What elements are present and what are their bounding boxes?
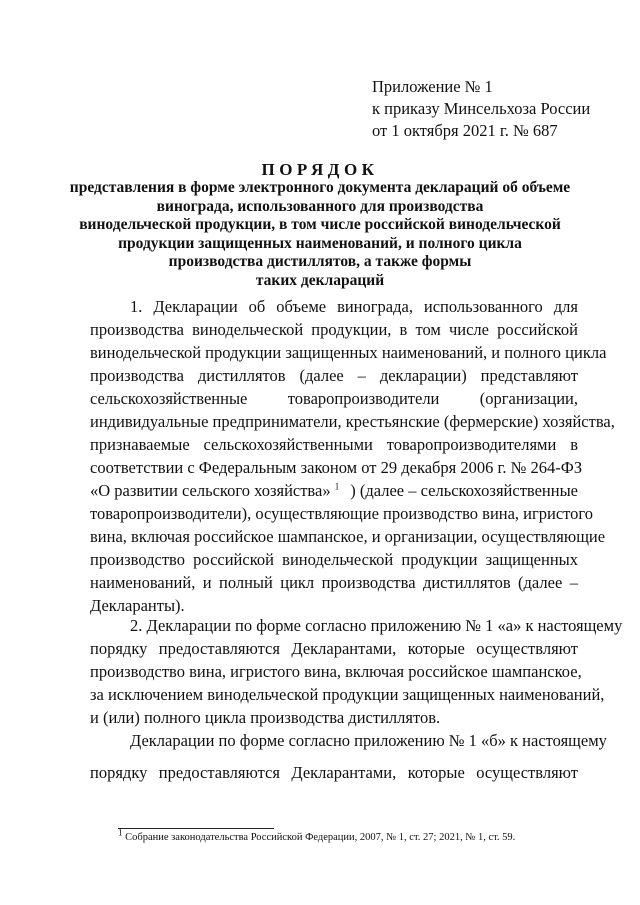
- text-run: винодельческой продукции защищенных наименований, и полного цикла: [90, 343, 607, 362]
- document-title: ПОРЯДОК: [261, 160, 379, 179]
- paragraph-line: [90, 433, 578, 456]
- word: винодельческой: [282, 550, 394, 569]
- word: объеме: [276, 297, 327, 316]
- word: для: [553, 297, 578, 316]
- text-run: 2. Декларации по форме согласно приложению № 1 «а» к настоящему: [130, 616, 623, 635]
- text-run: производство вина, игристого вина, включая российское шампанское,: [90, 662, 582, 681]
- paragraph-line: [90, 729, 607, 752]
- word: дистиллятов: [197, 366, 286, 385]
- word: порядку: [90, 763, 148, 782]
- paragraph-3: [90, 729, 607, 784]
- word: порядку: [90, 639, 148, 658]
- text-run: за исключением винодельческой продукции защищенных наименований,: [90, 685, 605, 704]
- word: защищенных: [485, 550, 578, 569]
- subtitle-line: винодельческой продукции, в том числе российской винодельческой: [79, 216, 561, 233]
- appendix-header: [372, 76, 590, 142]
- word: (далее: [518, 573, 563, 592]
- word: Декларантами,: [291, 763, 397, 782]
- subtitle-line: винограда, использованного для производства: [156, 197, 484, 215]
- word: винодельческой: [192, 320, 304, 339]
- paragraph-line: [90, 341, 607, 364]
- text-run: Декларации по форме согласно приложению № 1 «б» к настоящему: [130, 731, 607, 750]
- word: (далее: [299, 366, 344, 385]
- word: винограда,: [337, 297, 413, 316]
- word: предоставляются: [158, 639, 280, 658]
- paragraph-line: [90, 456, 583, 479]
- word: об: [248, 297, 266, 316]
- word: в: [570, 435, 578, 454]
- word: которые: [407, 639, 465, 658]
- subtitle-line: производства дистиллятов, а также формы: [168, 253, 472, 270]
- word: осуществляют: [476, 639, 578, 658]
- word: наименований,: [90, 573, 196, 592]
- paragraph-2: [90, 614, 623, 729]
- word: сельскохозяйственные: [90, 389, 248, 408]
- word: –: [569, 573, 578, 592]
- subtitle-line: продукции защищенных наименований, и полного цикла: [118, 234, 522, 252]
- word: том: [415, 320, 441, 339]
- paragraph-line: [90, 761, 578, 784]
- text-run: вина, включая российское шампанское, и организации, осуществляющие: [90, 527, 606, 546]
- word: (организации,: [479, 389, 578, 408]
- paragraph-line: [90, 364, 578, 387]
- paragraph-line: [90, 479, 578, 502]
- document-subtitle: [60, 179, 580, 290]
- word: Декларации: [153, 297, 238, 316]
- footnote: [118, 827, 516, 843]
- word: продукции,: [311, 320, 392, 339]
- paragraph-line: [90, 410, 615, 433]
- text-run: и (или) полного цикла производства дистиллятов.: [90, 708, 441, 727]
- word: представляют: [480, 366, 578, 385]
- paragraph-line: [90, 318, 578, 341]
- word: полный: [219, 573, 273, 592]
- subtitle-line: таких деклараций: [255, 271, 385, 289]
- paragraph-number: 1.: [130, 297, 143, 316]
- paragraph-line: [90, 548, 578, 571]
- word: сельскохозяйственными: [203, 435, 373, 454]
- paragraph-1: [90, 295, 615, 617]
- word: Декларантами,: [291, 639, 397, 658]
- appendix-line-2: к приказу Минсельхоза России: [372, 99, 591, 118]
- word: использованного: [423, 297, 543, 316]
- word: декларации): [379, 366, 467, 385]
- word: производства: [90, 320, 184, 339]
- word: производства: [321, 573, 416, 592]
- text-run: соответствии с Федеральным законом от 29 декабря 2006 г. № 264-ФЗ: [90, 458, 583, 477]
- text-run: товаропроизводители), осуществляющие производство вина, игристого: [90, 504, 594, 523]
- paragraph-line: [90, 683, 605, 706]
- word: товаропроизводители: [287, 389, 440, 408]
- word: которые: [407, 763, 465, 782]
- word: и: [202, 573, 212, 592]
- word: российской: [497, 320, 578, 339]
- word: товаропроизводителями: [386, 435, 557, 454]
- paragraph-line: [90, 387, 578, 410]
- word: дистиллятов: [422, 573, 511, 592]
- text-run: [90, 479, 339, 502]
- paragraph-line: [90, 660, 582, 683]
- paragraph-line: [90, 614, 623, 637]
- appendix-line-3: от 1 октября 2021 г. № 687: [372, 121, 558, 140]
- footnote-number: 1: [118, 827, 123, 838]
- word: производства: [90, 366, 184, 385]
- word: числе: [448, 320, 489, 339]
- word: в: [399, 320, 408, 339]
- footnote-divider: [118, 828, 274, 829]
- footnote-marker: 1: [334, 481, 340, 492]
- word: продукции: [401, 550, 478, 569]
- paragraph-line: [90, 525, 606, 548]
- appendix-line-1: Приложение № 1: [372, 77, 493, 96]
- word: осуществляют: [476, 763, 578, 782]
- word: цикл: [280, 573, 315, 592]
- word: производство: [90, 550, 185, 569]
- paragraph-line: [90, 706, 578, 729]
- footnote-text: Собрание законодательства Российской Федерации, 2007, № 1, ст. 27; 2021, № 1, ст. 59.: [125, 832, 516, 843]
- word: российской: [193, 550, 274, 569]
- word: признаваемые: [90, 435, 190, 454]
- word: –: [357, 366, 366, 385]
- paragraph-line: [90, 502, 594, 525]
- paragraph-line: [90, 571, 578, 594]
- paragraph-line: [90, 295, 578, 318]
- text-run: ) (далее – сельскохозяйственные: [350, 481, 578, 500]
- text-run: Декларанты).: [90, 596, 185, 615]
- law-title: «О развитии сельского хозяйства»: [90, 481, 331, 500]
- paragraph-line: [90, 637, 578, 660]
- word: предоставляются: [158, 763, 280, 782]
- subtitle-line: представления в форме электронного документа деклараций об объеме: [69, 179, 571, 196]
- text-run: индивидуальные предприниматели, крестьянские (фермерские) хозяйства,: [90, 412, 615, 431]
